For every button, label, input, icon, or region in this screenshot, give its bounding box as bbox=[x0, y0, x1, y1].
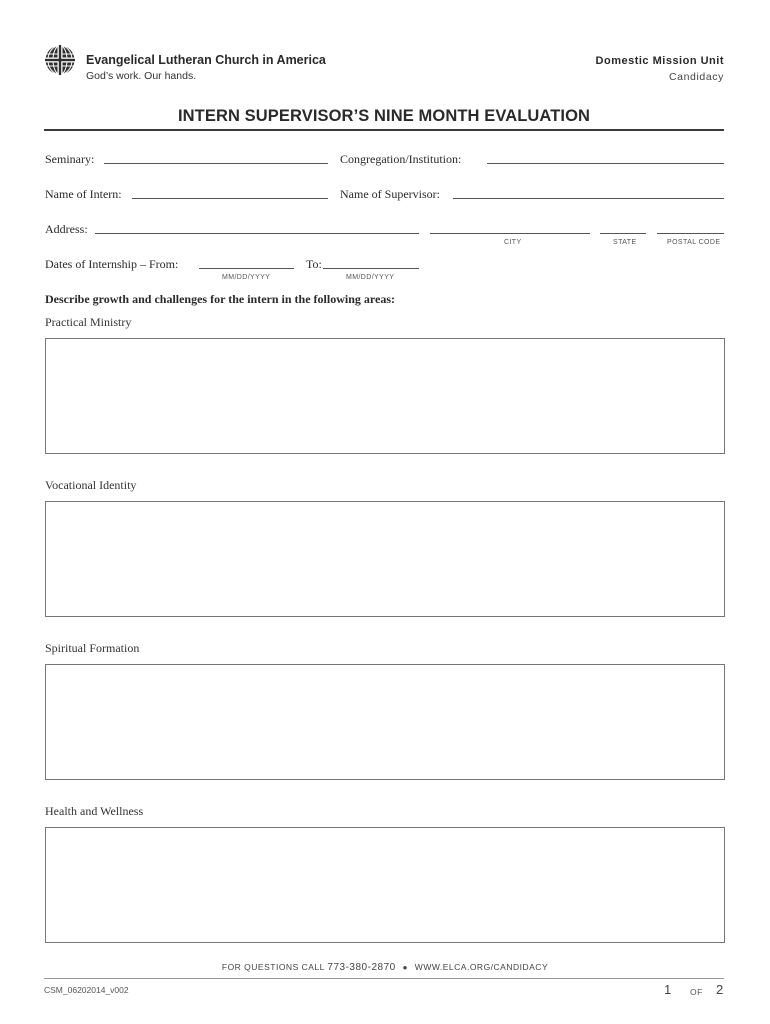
footer-phone[interactable]: 773-380-2870 bbox=[327, 962, 396, 973]
footer-bullet-icon: ● bbox=[402, 963, 408, 972]
address-street-field[interactable] bbox=[95, 233, 419, 234]
unit-subtitle: Candidacy bbox=[668, 71, 724, 83]
address-state-field[interactable] bbox=[600, 233, 646, 234]
page-of: OF bbox=[690, 987, 703, 997]
intern-name-label: Name of Intern: bbox=[45, 187, 122, 201]
seminary-label: Seminary: bbox=[45, 152, 95, 166]
supervisor-name-label: Name of Supervisor: bbox=[340, 187, 440, 201]
section-label-vocational-identity: Vocational Identity bbox=[45, 478, 137, 492]
address-label: Address: bbox=[45, 222, 88, 236]
elca-cross-globe-icon bbox=[44, 44, 76, 76]
form-code: CSM_06202014_v002 bbox=[44, 985, 129, 995]
page-current: 1 bbox=[664, 982, 672, 997]
date-to-format-hint: MM/DD/YYYY bbox=[346, 274, 395, 281]
practical-ministry-textarea[interactable] bbox=[45, 338, 725, 454]
spiritual-formation-textarea[interactable] bbox=[45, 664, 725, 780]
dates-to-label: To: bbox=[306, 257, 322, 271]
seminary-field[interactable] bbox=[104, 163, 328, 164]
section-label-spiritual-formation: Spiritual Formation bbox=[45, 641, 140, 655]
footer-help bbox=[0, 962, 770, 973]
title-divider bbox=[44, 129, 724, 131]
form-title: INTERN SUPERVISOR’S NINE MONTH EVALUATION bbox=[177, 107, 591, 125]
city-hint: CITY bbox=[504, 239, 522, 246]
date-from-field[interactable] bbox=[199, 268, 294, 269]
congregation-label: Congregation/Institution: bbox=[340, 152, 462, 166]
intern-name-field[interactable] bbox=[132, 198, 328, 199]
unit-name: Domestic Mission Unit bbox=[595, 55, 724, 67]
address-postal-field[interactable] bbox=[657, 233, 724, 234]
address-city-field[interactable] bbox=[430, 233, 590, 234]
footer-help-prefix: FOR QUESTIONS CALL bbox=[221, 962, 328, 972]
section-label-practical-ministry: Practical Ministry bbox=[45, 315, 132, 329]
dates-from-label: Dates of Internship – From: bbox=[45, 257, 179, 271]
date-to-field[interactable] bbox=[323, 268, 419, 269]
footer-divider bbox=[44, 978, 724, 979]
date-from-format-hint: MM/DD/YYYY bbox=[222, 274, 271, 281]
vocational-identity-textarea[interactable] bbox=[45, 501, 725, 617]
org-name: Evangelical Lutheran Church in America bbox=[86, 53, 326, 67]
supervisor-name-field[interactable] bbox=[453, 198, 724, 199]
state-hint: STATE bbox=[613, 239, 637, 246]
health-wellness-textarea[interactable] bbox=[45, 827, 725, 943]
footer-website-link[interactable]: WWW.ELCA.ORG/CANDIDACY bbox=[414, 962, 549, 972]
org-tagline: God’s work. Our hands. bbox=[86, 70, 197, 82]
instructions: Describe growth and challenges for the intern in the following areas: bbox=[45, 292, 395, 306]
page-total: 2 bbox=[716, 982, 724, 997]
section-label-health-wellness: Health and Wellness bbox=[45, 804, 144, 818]
congregation-field[interactable] bbox=[487, 163, 724, 164]
postal-code-hint: POSTAL CODE bbox=[667, 239, 721, 246]
